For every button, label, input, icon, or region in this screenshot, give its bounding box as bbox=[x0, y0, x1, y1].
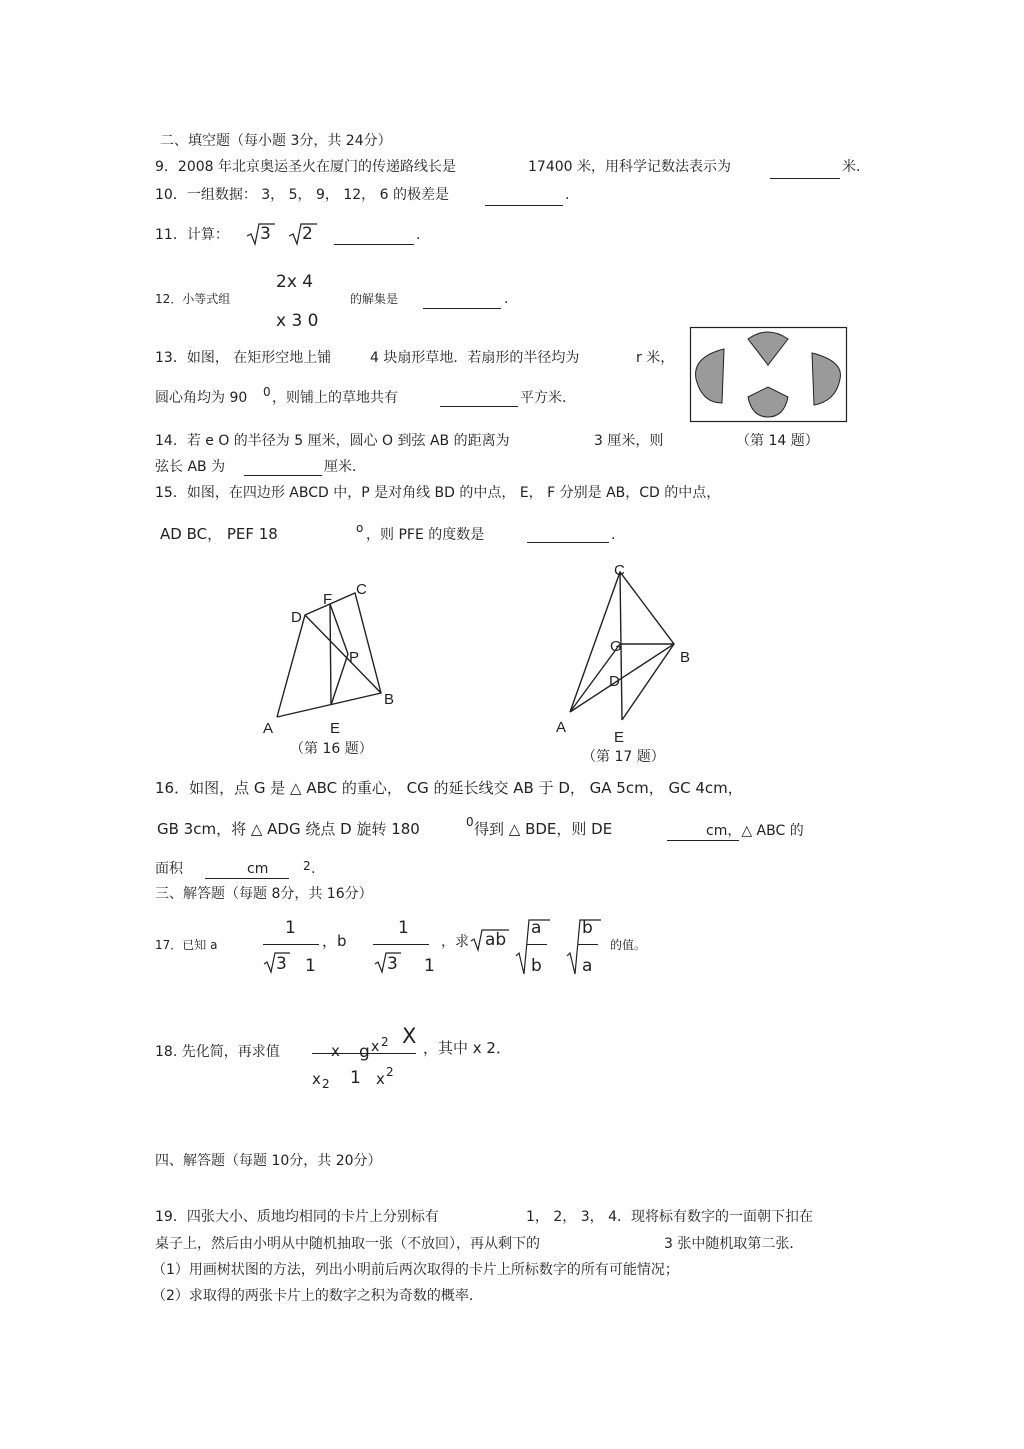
q14-line1b: 3 厘米，则 bbox=[594, 433, 664, 449]
q9-answer-blank bbox=[770, 178, 840, 179]
q13-line1b: 4 块扇形草地．若扇形的半径均为 bbox=[370, 350, 580, 366]
q17-frac-a-num: a bbox=[531, 918, 542, 938]
fig17-label-e: E bbox=[614, 729, 625, 746]
q12-end: . bbox=[504, 291, 509, 307]
q17-frac1-radicand: 3 bbox=[276, 954, 287, 974]
q14-line2b: 厘米． bbox=[324, 459, 366, 475]
fig16-label-d: D bbox=[291, 609, 302, 626]
fig17-label-g: G bbox=[610, 638, 622, 655]
q16-line2a: GB 3cm，将 △ ADG 绕点 D 旋转 180 bbox=[157, 820, 420, 838]
q17-frac-a-den: b bbox=[531, 956, 542, 976]
q17-frac-b-den: a bbox=[582, 956, 593, 976]
fig16-label-f: F bbox=[323, 591, 333, 608]
fig17-label-a: A bbox=[556, 719, 567, 736]
q17-frac2-bar bbox=[373, 944, 429, 945]
q18-den-x-sub: 2 bbox=[322, 1077, 330, 1091]
fig17-label-d: D bbox=[609, 673, 620, 690]
fig16-label-p: P bbox=[349, 649, 360, 666]
q17-end: 的值。 bbox=[610, 938, 647, 952]
q17-label: 17．已知 a bbox=[155, 938, 218, 952]
q19-line3: （1）用画树状图的方法，列出小明前后两次取得的卡片上所标数字的所有可能情况； bbox=[152, 1262, 679, 1278]
fig16-label-b: B bbox=[384, 691, 395, 708]
q12-label: 12．小等式组 bbox=[155, 292, 231, 306]
q17-frac2-den-one: 1 bbox=[424, 956, 435, 976]
q13-line1a: 13．如图， 在矩形空地上铺 bbox=[155, 350, 332, 366]
q12-mid: 的解集是 bbox=[350, 292, 399, 306]
fig17-label-c: C bbox=[614, 562, 625, 579]
q18-num-x: x bbox=[331, 1042, 340, 1060]
q17-ab: ab bbox=[485, 930, 507, 950]
q16-line3b: cm bbox=[247, 861, 269, 877]
q14-answer-blank bbox=[244, 475, 322, 476]
q12-answer-blank bbox=[423, 308, 501, 309]
q12-ineq-top: 2x 4 bbox=[276, 272, 314, 292]
q15-line1: 15．如图，在四边形 ABCD 中，P 是对角线 BD 的中点， E， F 分别是 AB，CD 的中点， bbox=[155, 485, 721, 501]
q16-area-blank bbox=[205, 878, 289, 879]
q12-ineq-bottom: x 3 0 bbox=[276, 311, 319, 331]
q13-line1c: r 米， bbox=[636, 350, 675, 366]
fig16-label-c: C bbox=[356, 581, 367, 598]
q19-line1a: 19．四张大小、质地均相同的卡片上分别标有 bbox=[155, 1209, 439, 1225]
section-4-heading: 四、解答题（每题 10分，共 20分） bbox=[155, 1153, 382, 1169]
q9-text-b: 17400 米，用科学记数法表示为 bbox=[528, 159, 731, 175]
q15-end: . bbox=[611, 527, 616, 543]
q11-radicand-2: 2 bbox=[302, 224, 313, 244]
q11-radicand-1: 3 bbox=[260, 224, 271, 244]
fig16-label-a: A bbox=[263, 720, 274, 737]
q15-answer-blank bbox=[527, 542, 609, 543]
q19-line2b: 3 张中随机取第二张． bbox=[664, 1236, 804, 1252]
q16-degree-sup: 0 bbox=[466, 815, 474, 829]
q10-answer-blank bbox=[485, 205, 563, 206]
q18-x-squared-exp: 2 bbox=[381, 1035, 389, 1049]
fig17-segment-eb bbox=[622, 644, 674, 720]
q9-text-a: 9．2008 年北京奥运圣火在厦门的传递路线长是 bbox=[155, 159, 456, 175]
q13-answer-blank bbox=[440, 406, 518, 407]
fig16-caption: （第 16 题） bbox=[290, 741, 373, 757]
fig16-segment-fp bbox=[330, 604, 348, 654]
q9-unit: 米. bbox=[842, 159, 861, 175]
q13-line2c: 平方米． bbox=[520, 390, 576, 406]
q19-line2a: 桌子上，然后由小明从中随机抽取一张（不放回），再从剩下的 bbox=[155, 1236, 540, 1252]
fig14-caption: （第 14 题） bbox=[736, 433, 819, 449]
q16-line2c: cm，△ ABC 的 bbox=[706, 823, 804, 839]
q13-degree-sup: 0 bbox=[263, 385, 271, 399]
fig16-segment-ef bbox=[330, 604, 331, 705]
q13-line2b: ，则铺上的草地共有 bbox=[272, 390, 398, 406]
q17-frac2-radicand: 3 bbox=[387, 954, 398, 974]
q18-den-x2-sup: 2 bbox=[386, 1065, 394, 1079]
q15-line2b: ，则 PFE 的度数是 bbox=[366, 527, 485, 543]
q16-line3a: 面积 bbox=[155, 861, 183, 877]
section-2-heading: 二、填空题（每小题 3分，共 24分） bbox=[160, 133, 392, 149]
q17-ask: ，求 bbox=[441, 934, 469, 950]
q18-big-x: X bbox=[402, 1024, 417, 1048]
fig16-diagram bbox=[255, 575, 415, 735]
section-3-heading: 三、解答题（每题 8分，共 16分） bbox=[155, 886, 373, 902]
fig16-label-e: E bbox=[330, 720, 341, 737]
q19-line4: （2）求取得的两张卡片上的数字之积为奇数的概率． bbox=[152, 1288, 483, 1304]
q17-frac1-den-one: 1 bbox=[305, 956, 316, 976]
q15-line2a: AD BC， PEF 18 bbox=[160, 525, 278, 543]
q14-line2a: 弦长 AB 为 bbox=[155, 459, 226, 475]
q17-frac-b-bar bbox=[578, 944, 598, 945]
q11-answer-blank bbox=[334, 244, 414, 245]
q18-label: 18. 先化简，再求值 bbox=[155, 1044, 280, 1060]
q18-den-x: x bbox=[312, 1070, 321, 1088]
q19-line1b: 1， 2， 3， 4．现将标有数字的一面朝下扣在 bbox=[526, 1209, 813, 1225]
q13-line2a: 圆心角均为 90 bbox=[155, 390, 248, 406]
q17-comma-b: ，b bbox=[322, 932, 347, 950]
fig16-segment-ep bbox=[331, 654, 348, 705]
q14-line1a: 14．若 e O 的半径为 5 厘米，圆心 O 到弦 AB 的距离为 bbox=[155, 433, 510, 449]
q17-frac1-bar bbox=[263, 944, 319, 945]
q16-line2b: 得到 △ BDE，则 DE bbox=[474, 820, 613, 838]
q10-end: . bbox=[565, 187, 570, 203]
q16-end: . bbox=[311, 861, 316, 877]
q18-x-squared: x bbox=[371, 1039, 380, 1055]
q16-square-sup: 2 bbox=[303, 859, 311, 873]
q17-frac-b-num: b bbox=[582, 918, 593, 938]
q16-de-blank bbox=[667, 840, 739, 841]
fig17-caption: （第 17 题） bbox=[582, 749, 665, 765]
q10-text: 10．一组数据： 3， 5， 9， 12， 6 的极差是 bbox=[155, 187, 449, 203]
fig16-diagonal-bd bbox=[305, 615, 381, 693]
q18-dot-g: g bbox=[359, 1042, 370, 1062]
q17-frac-a-bar bbox=[527, 944, 547, 945]
q16-line1: 16．如图，点 G 是 △ ABC 的重心， CG 的延长线交 AB 于 D， GA 5cm， GC 4cm， bbox=[155, 779, 743, 797]
fig17-diagram bbox=[550, 560, 710, 750]
q18-den-one: 1 bbox=[350, 1068, 361, 1088]
q17-frac1-num: 1 bbox=[285, 918, 296, 938]
q18-condition: ，其中 x 2． bbox=[423, 1039, 511, 1057]
q11-end: . bbox=[416, 227, 421, 243]
fig14-diagram bbox=[690, 327, 848, 423]
q18-den-x2: x bbox=[376, 1070, 385, 1088]
q15-degree-sup: o bbox=[356, 521, 364, 535]
q11-text: 11．计算： bbox=[155, 227, 229, 243]
fig17-label-b: B bbox=[680, 649, 691, 666]
q17-frac2-num: 1 bbox=[398, 918, 409, 938]
